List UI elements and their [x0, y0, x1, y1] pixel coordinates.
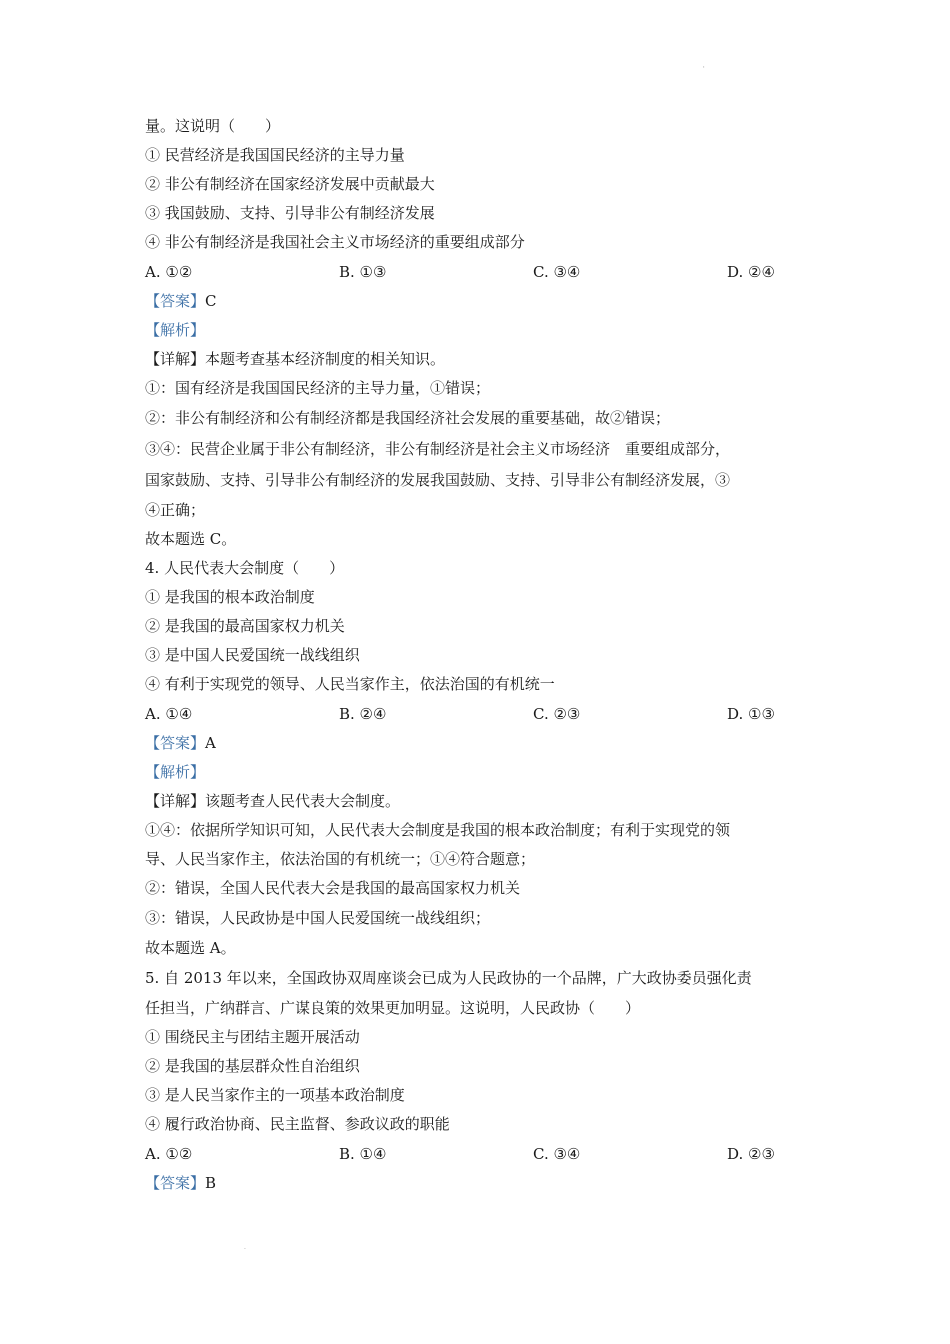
q3-explain-3a: ③④：民营企业属于非公有制经济，非公有制经济是社会主义市场经济 重要组成部分，	[145, 440, 731, 458]
q5-statement-4: ④ 履行政治协商、民主监督、参政议政的职能	[145, 1115, 450, 1133]
q3-option-b: B. ①③	[339, 263, 387, 281]
q4-option-d: D. ①③	[727, 705, 775, 723]
q5-option-c: C. ③④	[533, 1145, 581, 1163]
q3-statement-1: ① 民营经济是我国国民经济的主导力量	[145, 146, 405, 164]
q5-statement-1: ① 围绕民主与团结主题开展活动	[145, 1028, 360, 1046]
q3-detail	[145, 345, 810, 374]
answer-label: 【答案】	[145, 734, 206, 752]
q5-answer	[145, 1169, 810, 1198]
q4-explain-1a: ①④：依据所学知识可知，人民代表大会制度是我国的根本政治制度；有利于实现党的领	[145, 821, 731, 839]
q3-analysis	[145, 316, 810, 345]
q3-statement-3: ③ 我国鼓励、支持、引导非公有制经济发展	[145, 204, 435, 222]
q5-stem-b: 任担当，广纳群言、广谋良策的效果更加明显。这说明，人民政协（ ）	[145, 999, 641, 1017]
q5-statement-3: ③ 是人民当家作主的一项基本政治制度	[145, 1086, 405, 1104]
answer-label: 【答案】	[145, 292, 206, 310]
analysis-label: 【解析】	[145, 763, 206, 781]
q4-statement-2: ② 是我国的最高国家权力机关	[145, 617, 345, 635]
q4-statement-3: ③ 是中国人民爱国统一战线组织	[145, 646, 360, 664]
q4-option-c: C. ②③	[533, 705, 581, 723]
answer-label: 【答案】	[145, 1174, 206, 1192]
document-content	[145, 112, 810, 1198]
q3-option-a: A. ①②	[145, 263, 193, 281]
q4-options	[145, 699, 810, 729]
q4-option-b: B. ②④	[339, 705, 387, 723]
q3-stem-tail: 量。这说明（ ）	[145, 117, 281, 135]
q4-answer	[145, 729, 810, 758]
q5-option-b: B. ①④	[339, 1145, 387, 1163]
q5-stem-a: 5. 自 2013 年以来，全国政协双周座谈会已成为人民政协的一个品牌，广大政协委员强化责	[145, 969, 752, 987]
q3-option-d: D. ②④	[727, 263, 775, 281]
q3-statement-4: ④ 非公有制经济是我国社会主义市场经济的重要组成部分	[145, 233, 525, 251]
q4-conclusion: 故本题选 A。	[145, 939, 236, 957]
q3-option-c: C. ③④	[533, 263, 581, 281]
detail-label: 【详解】	[145, 792, 206, 810]
q3-explain-3b: 国家鼓励、支持、引导非公有制经济的发展我国鼓励、支持、引导非公有制经济发展，③	[145, 471, 731, 489]
q4-option-a: A. ①④	[145, 705, 193, 723]
q4-statement-1: ① 是我国的根本政治制度	[145, 588, 315, 606]
q3-conclusion: 故本题选 C。	[145, 530, 237, 548]
q5-option-d: D. ②③	[727, 1145, 775, 1163]
q4-detail	[145, 787, 810, 816]
header-mark: '	[703, 66, 705, 73]
q3-explain-2: ②：非公有制经济和公有制经济都是我国经济社会发展的重要基础，故②错误；	[145, 409, 671, 427]
q3-options	[145, 257, 810, 287]
q4-explain-3: ③：错误，人民政协是中国人民爱国统一战线组织；	[145, 909, 491, 927]
q4-explain-1b: 导、人民当家作主，依法治国的有机统一；①④符合题意；	[145, 850, 536, 868]
q3-answer-value: C	[205, 292, 217, 310]
q5-answer-value: B	[205, 1174, 217, 1192]
q5-options	[145, 1139, 810, 1169]
q5-option-a: A. ①②	[145, 1145, 193, 1163]
analysis-label: 【解析】	[145, 321, 206, 339]
detail-label: 【详解】	[145, 350, 206, 368]
q3-explain-1: ①：国有经济是我国国民经济的主导力量，①错误；	[145, 379, 491, 397]
q4-analysis	[145, 758, 810, 787]
q5-statement-2: ② 是我国的基层群众性自治组织	[145, 1057, 360, 1075]
q3-detail-text: 本题考查基本经济制度的相关知识。	[205, 350, 446, 368]
q3-statement-2: ② 非公有制经济在国家经济发展中贡献最大	[145, 175, 435, 193]
q4-answer-value: A	[205, 734, 216, 752]
q3-explain-3c: ④正确；	[145, 501, 206, 519]
footer-mark: .	[244, 1244, 246, 1251]
q3-answer	[145, 287, 810, 316]
q4-stem: 4. 人民代表大会制度（ ）	[145, 559, 345, 577]
q4-detail-text: 该题考查人民代表大会制度。	[205, 792, 401, 810]
q4-statement-4: ④ 有利于实现党的领导、人民当家作主，依法治国的有机统一	[145, 675, 555, 693]
q4-explain-2: ②：错误，全国人民代表大会是我国的最高国家权力机关	[145, 879, 521, 897]
